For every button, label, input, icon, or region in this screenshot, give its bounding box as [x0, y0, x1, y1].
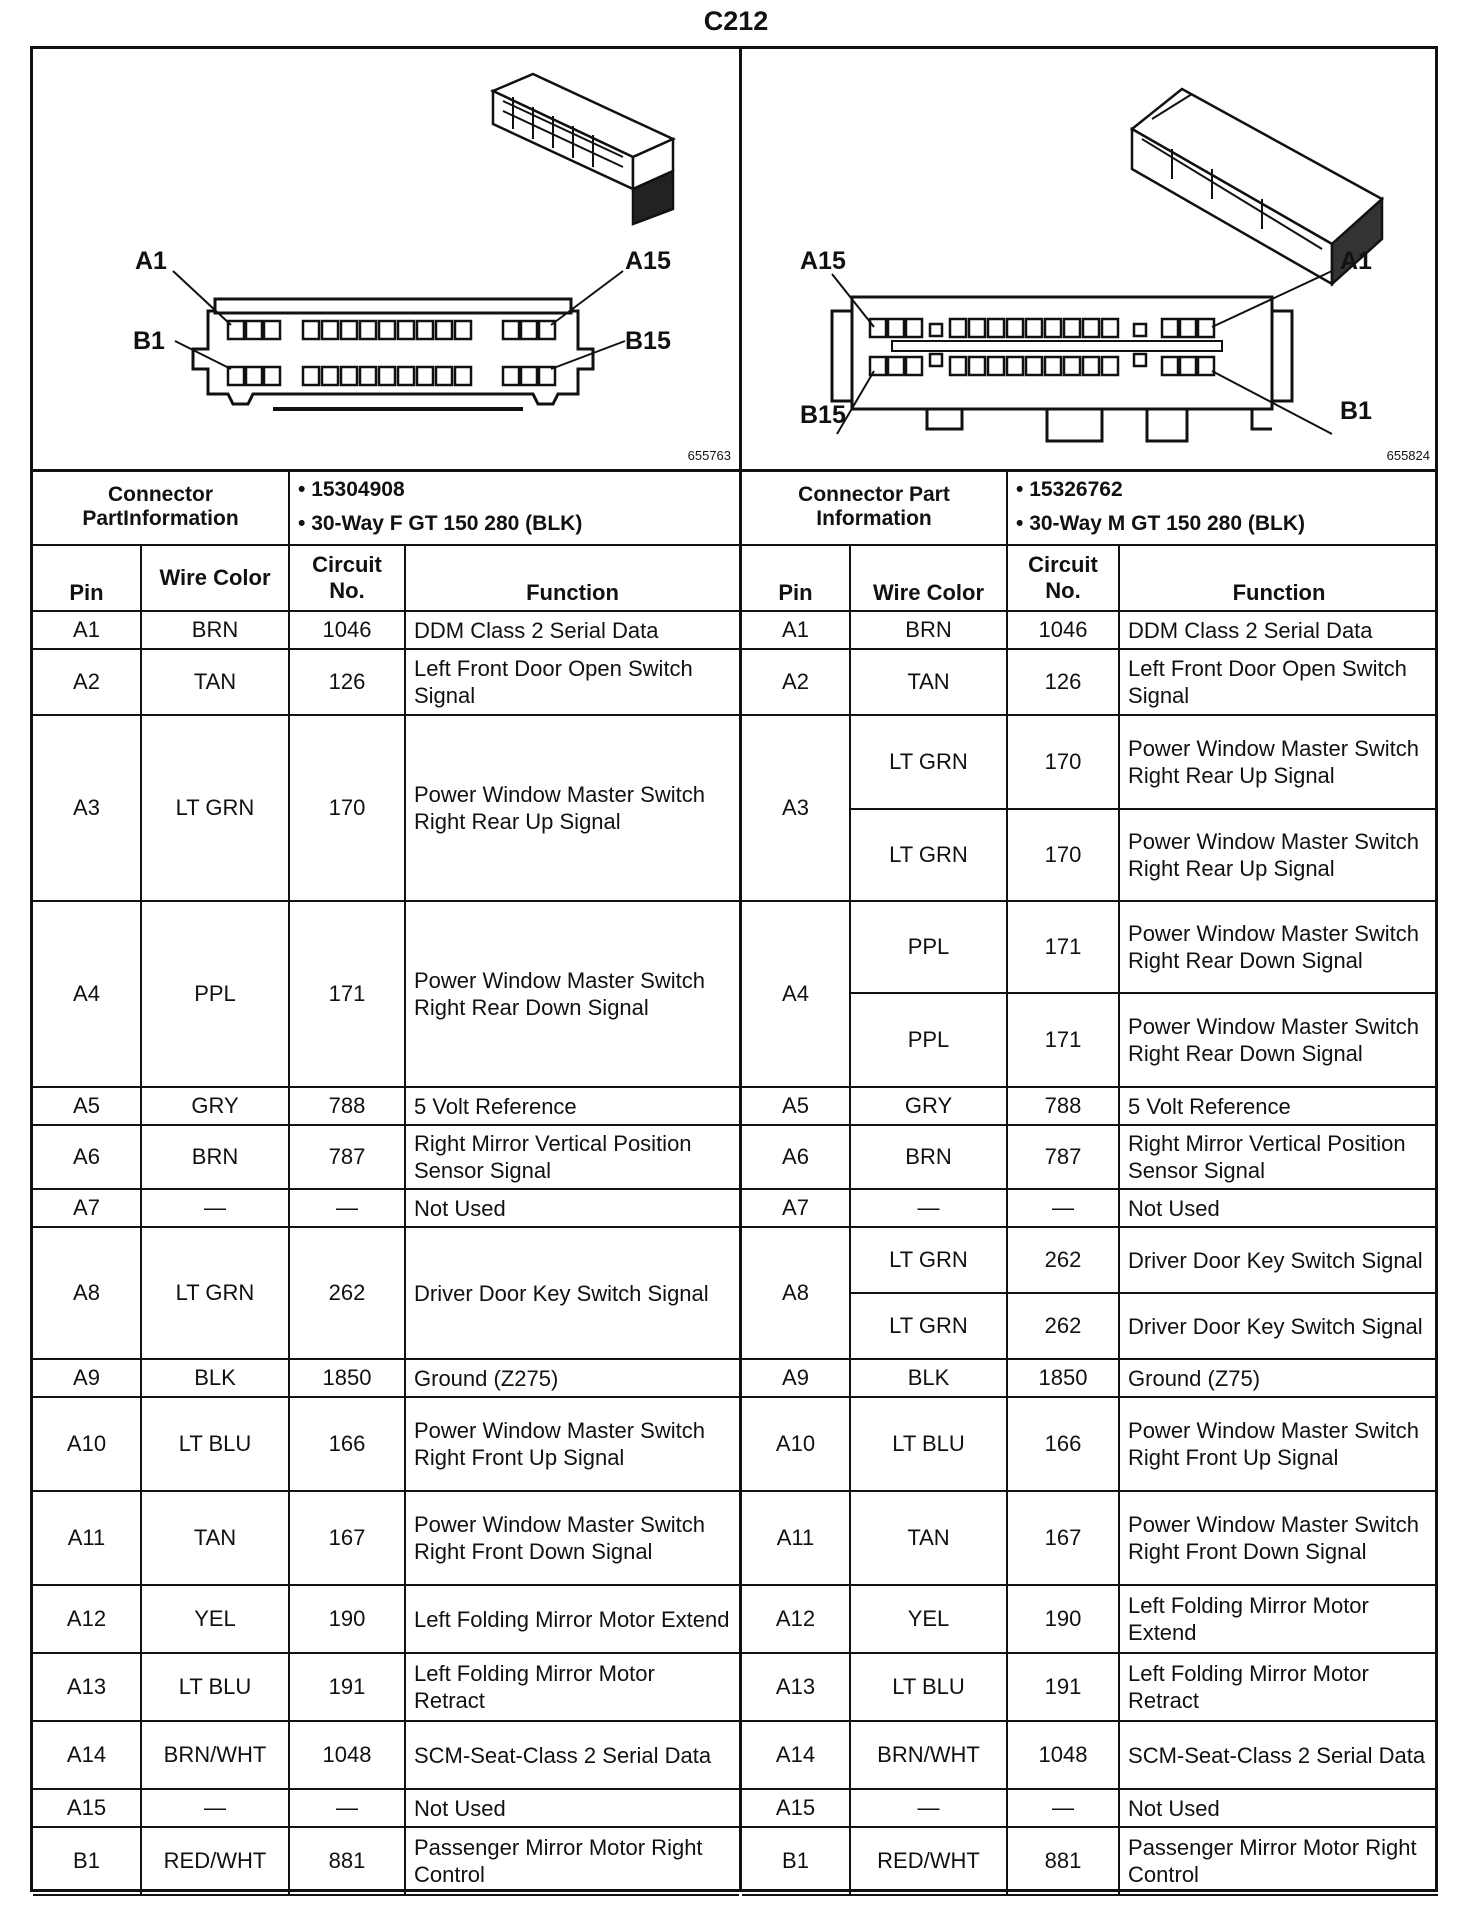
function-cell: Left Folding Mirror Motor Retract — [1119, 1653, 1438, 1721]
connector-description: • 30-Way F GT 150 280 (BLK) — [298, 507, 731, 541]
connector-sheet — [30, 46, 1438, 1892]
function-cell: Right Mirror Vertical Position Sensor Signal — [405, 1125, 739, 1189]
header-wire-color: Wire Color — [141, 545, 289, 611]
wire-color-cell: LT GRN — [850, 715, 1007, 809]
wire-color-cell: — — [850, 1789, 1007, 1827]
circuit-cell: 170 — [1007, 809, 1119, 901]
pin-cell: A15 — [33, 1789, 141, 1827]
function-cell: Not Used — [405, 1189, 739, 1227]
circuit-cell: — — [1007, 1189, 1119, 1227]
function-cell: Driver Door Key Switch Signal — [1119, 1293, 1438, 1359]
function-cell: Left Front Door Open Switch Signal — [405, 649, 739, 715]
table-row — [742, 1087, 1438, 1125]
function-cell: Not Used — [405, 1789, 739, 1827]
part-number: • 15326762 — [1016, 473, 1430, 507]
pin-cell: A2 — [742, 649, 850, 715]
connector-info-label: Connector PartInformation — [33, 469, 289, 545]
table-row — [33, 1227, 739, 1359]
circuit-cell: 881 — [289, 1827, 405, 1895]
connector-male-diagram — [742, 49, 1438, 472]
circuit-cell: 262 — [1007, 1227, 1119, 1293]
pin-label-a1: A1 — [1340, 247, 1372, 275]
wire-color-cell: BRN/WHT — [850, 1721, 1007, 1789]
pin-cell: A13 — [742, 1653, 850, 1721]
table-row — [742, 611, 1438, 649]
table-row — [742, 649, 1438, 715]
table-row — [33, 1087, 739, 1125]
wire-color-cell: BRN/WHT — [141, 1721, 289, 1789]
pin-table-female — [33, 469, 739, 1896]
circuit-cell: 190 — [1007, 1585, 1119, 1653]
pin-cell: A5 — [742, 1087, 850, 1125]
function-cell: Power Window Master Switch Right Rear Up Signal — [405, 715, 739, 901]
table-row — [742, 1491, 1438, 1585]
circuit-cell: 171 — [1007, 901, 1119, 993]
function-cell: Not Used — [1119, 1189, 1438, 1227]
connector-info-values — [1007, 469, 1438, 545]
header-pin: Pin — [33, 545, 141, 611]
connector-female-diagram — [33, 49, 739, 472]
header-function: Function — [1119, 545, 1438, 611]
circuit-cell: 1046 — [1007, 611, 1119, 649]
table-row — [33, 1653, 739, 1721]
function-cell: 5 Volt Reference — [405, 1087, 739, 1125]
pin-label-a15: A15 — [625, 247, 671, 275]
circuit-cell: 787 — [1007, 1125, 1119, 1189]
table-row — [33, 1125, 739, 1189]
wire-color-cell: — — [850, 1189, 1007, 1227]
pin-label-b1: B1 — [133, 327, 165, 355]
table-row — [33, 901, 739, 1087]
table-row — [742, 1189, 1438, 1227]
pin-label-a1: A1 — [135, 247, 167, 275]
function-cell: Passenger Mirror Motor Right Control — [405, 1827, 739, 1895]
function-cell: Left Folding Mirror Motor Retract — [405, 1653, 739, 1721]
wire-color-cell: RED/WHT — [850, 1827, 1007, 1895]
function-cell: Left Folding Mirror Motor Extend — [405, 1585, 739, 1653]
connector-female-panel — [33, 49, 739, 1889]
isometric-view-icon — [493, 74, 673, 224]
part-number: • 15304908 — [298, 473, 731, 507]
wire-color-cell: BRN — [141, 1125, 289, 1189]
connector-description: • 30-Way M GT 150 280 (BLK) — [1016, 507, 1430, 541]
connector-info-label: Connector Part Information — [742, 469, 1007, 545]
pin-cell: A2 — [33, 649, 141, 715]
function-cell: Power Window Master Switch Right Rear Down Signal — [405, 901, 739, 1087]
function-cell: Ground (Z275) — [405, 1359, 739, 1397]
function-cell: Left Front Door Open Switch Signal — [1119, 649, 1438, 715]
wire-color-cell: LT GRN — [141, 715, 289, 901]
function-cell: DDM Class 2 Serial Data — [1119, 611, 1438, 649]
wire-color-cell: — — [141, 1789, 289, 1827]
table-row — [742, 1227, 1438, 1293]
wire-color-cell: LT BLU — [850, 1397, 1007, 1491]
circuit-cell: 166 — [1007, 1397, 1119, 1491]
circuit-cell: 788 — [1007, 1087, 1119, 1125]
circuit-cell: 1850 — [289, 1359, 405, 1397]
wire-color-cell: BRN — [850, 611, 1007, 649]
pin-cell: A4 — [742, 901, 850, 1087]
connector-male-panel — [739, 49, 1438, 1889]
pin-cell: A13 — [33, 1653, 141, 1721]
wire-color-cell: BRN — [850, 1125, 1007, 1189]
function-cell: 5 Volt Reference — [1119, 1087, 1438, 1125]
function-cell: Power Window Master Switch Right Front Down Signal — [405, 1491, 739, 1585]
wire-color-cell: GRY — [141, 1087, 289, 1125]
table-row — [742, 1125, 1438, 1189]
pin-label-b1: B1 — [1340, 397, 1372, 425]
pin-cell: A3 — [33, 715, 141, 901]
pin-label-b15: B15 — [625, 327, 671, 355]
wire-color-cell: PPL — [141, 901, 289, 1087]
circuit-cell: 1046 — [289, 611, 405, 649]
wire-color-cell: BRN — [141, 611, 289, 649]
connector-info-values — [289, 469, 739, 545]
function-cell: Power Window Master Switch Right Front Down Signal — [1119, 1491, 1438, 1585]
wire-color-cell: PPL — [850, 901, 1007, 993]
pin-cell: A14 — [33, 1721, 141, 1789]
wire-color-cell: LT BLU — [141, 1397, 289, 1491]
circuit-cell: — — [1007, 1789, 1119, 1827]
table-row — [33, 1721, 739, 1789]
pin-cell: B1 — [742, 1827, 850, 1895]
circuit-cell: 1850 — [1007, 1359, 1119, 1397]
pin-table-male — [742, 469, 1438, 1896]
wire-color-cell: LT BLU — [141, 1653, 289, 1721]
wire-color-cell: — — [141, 1189, 289, 1227]
table-row — [742, 715, 1438, 809]
pin-cell: A8 — [33, 1227, 141, 1359]
wire-color-cell: LT GRN — [850, 1227, 1007, 1293]
figure-number: 655763 — [687, 448, 731, 463]
wire-color-cell: LT BLU — [850, 1653, 1007, 1721]
function-cell: Driver Door Key Switch Signal — [405, 1227, 739, 1359]
function-cell: DDM Class 2 Serial Data — [405, 611, 739, 649]
circuit-cell: 167 — [1007, 1491, 1119, 1585]
function-cell: Power Window Master Switch Right Rear Down Signal — [1119, 993, 1438, 1087]
circuit-cell: 126 — [1007, 649, 1119, 715]
function-cell: SCM-Seat-Class 2 Serial Data — [405, 1721, 739, 1789]
pin-label-a15: A15 — [800, 247, 846, 275]
function-cell: Power Window Master Switch Right Rear Down Signal — [1119, 901, 1438, 993]
circuit-cell: 787 — [289, 1125, 405, 1189]
pin-cell: A1 — [33, 611, 141, 649]
table-row — [33, 649, 739, 715]
circuit-cell: 170 — [1007, 715, 1119, 809]
circuit-cell: 788 — [289, 1087, 405, 1125]
circuit-cell: 1048 — [289, 1721, 405, 1789]
pin-cell: A12 — [742, 1585, 850, 1653]
function-cell: Not Used — [1119, 1789, 1438, 1827]
header-wire-color: Wire Color — [850, 545, 1007, 611]
function-cell: Ground (Z75) — [1119, 1359, 1438, 1397]
pin-cell: A10 — [33, 1397, 141, 1491]
pin-cell: A9 — [33, 1359, 141, 1397]
table-row — [742, 1359, 1438, 1397]
table-row — [33, 1827, 739, 1895]
pin-cell: A9 — [742, 1359, 850, 1397]
wire-color-cell: TAN — [850, 649, 1007, 715]
pin-cell: A3 — [742, 715, 850, 901]
table-row — [33, 1189, 739, 1227]
pin-label-b15: B15 — [800, 401, 846, 429]
pin-cell: B1 — [33, 1827, 141, 1895]
pin-cell: A15 — [742, 1789, 850, 1827]
circuit-cell: 191 — [1007, 1653, 1119, 1721]
wire-color-cell: LT GRN — [850, 1293, 1007, 1359]
function-cell: Power Window Master Switch Right Rear Up Signal — [1119, 809, 1438, 901]
function-cell: Passenger Mirror Motor Right Control — [1119, 1827, 1438, 1895]
wire-color-cell: GRY — [850, 1087, 1007, 1125]
pin-cell: A11 — [33, 1491, 141, 1585]
wire-color-cell: BLK — [850, 1359, 1007, 1397]
table-row — [33, 715, 739, 901]
function-cell: SCM-Seat-Class 2 Serial Data — [1119, 1721, 1438, 1789]
pin-cell: A6 — [742, 1125, 850, 1189]
circuit-cell: 167 — [289, 1491, 405, 1585]
wire-color-cell: LT GRN — [850, 809, 1007, 901]
pin-rows-female — [33, 611, 739, 1895]
circuit-cell: 171 — [289, 901, 405, 1087]
circuit-cell: 881 — [1007, 1827, 1119, 1895]
pin-cell: A14 — [742, 1721, 850, 1789]
circuit-cell: 166 — [289, 1397, 405, 1491]
page-title: C212 — [703, 6, 769, 36]
pin-rows-male — [742, 611, 1438, 1895]
wire-color-cell: LT GRN — [141, 1227, 289, 1359]
table-row — [742, 1827, 1438, 1895]
circuit-cell: — — [289, 1789, 405, 1827]
circuit-cell: 170 — [289, 715, 405, 901]
pin-cell: A11 — [742, 1491, 850, 1585]
wire-color-cell: RED/WHT — [141, 1827, 289, 1895]
function-cell: Right Mirror Vertical Position Sensor Signal — [1119, 1125, 1438, 1189]
header-circuit-no: Circuit No. — [289, 545, 405, 611]
pin-cell: A1 — [742, 611, 850, 649]
table-row — [33, 1585, 739, 1653]
header-circuit-no: Circuit No. — [1007, 545, 1119, 611]
header-pin: Pin — [742, 545, 850, 611]
table-row — [33, 1359, 739, 1397]
wire-color-cell: TAN — [141, 1491, 289, 1585]
circuit-cell: — — [289, 1189, 405, 1227]
male-front-view — [832, 271, 1332, 441]
wire-color-cell: BLK — [141, 1359, 289, 1397]
pin-cell: A12 — [33, 1585, 141, 1653]
circuit-cell: 1048 — [1007, 1721, 1119, 1789]
table-row — [33, 1491, 739, 1585]
table-row — [742, 1397, 1438, 1491]
header-function: Function — [405, 545, 739, 611]
pin-cell: A5 — [33, 1087, 141, 1125]
pin-cell: A10 — [742, 1397, 850, 1491]
wire-color-cell: TAN — [141, 649, 289, 715]
table-row — [33, 1789, 739, 1827]
pin-cell: A4 — [33, 901, 141, 1087]
circuit-cell: 126 — [289, 649, 405, 715]
table-row — [742, 1789, 1438, 1827]
wire-color-cell: YEL — [850, 1585, 1007, 1653]
table-row — [742, 1721, 1438, 1789]
table-row — [33, 611, 739, 649]
function-cell: Left Folding Mirror Motor Extend — [1119, 1585, 1438, 1653]
wire-color-cell: TAN — [850, 1491, 1007, 1585]
function-cell: Power Window Master Switch Right Rear Up Signal — [1119, 715, 1438, 809]
circuit-cell: 190 — [289, 1585, 405, 1653]
table-row — [742, 1585, 1438, 1653]
circuit-cell: 262 — [1007, 1293, 1119, 1359]
table-row — [742, 1653, 1438, 1721]
female-front-view — [173, 271, 625, 409]
function-cell: Power Window Master Switch Right Front Up Signal — [405, 1397, 739, 1491]
pin-cell: A6 — [33, 1125, 141, 1189]
wire-color-cell: YEL — [141, 1585, 289, 1653]
pin-cell: A7 — [33, 1189, 141, 1227]
pin-cell: A8 — [742, 1227, 850, 1359]
wire-color-cell: PPL — [850, 993, 1007, 1087]
table-row — [742, 901, 1438, 993]
function-cell: Driver Door Key Switch Signal — [1119, 1227, 1438, 1293]
circuit-cell: 262 — [289, 1227, 405, 1359]
function-cell: Power Window Master Switch Right Front Up Signal — [1119, 1397, 1438, 1491]
figure-number: 655824 — [1386, 448, 1430, 463]
circuit-cell: 191 — [289, 1653, 405, 1721]
table-row — [33, 1397, 739, 1491]
circuit-cell: 171 — [1007, 993, 1119, 1087]
pin-cell: A7 — [742, 1189, 850, 1227]
